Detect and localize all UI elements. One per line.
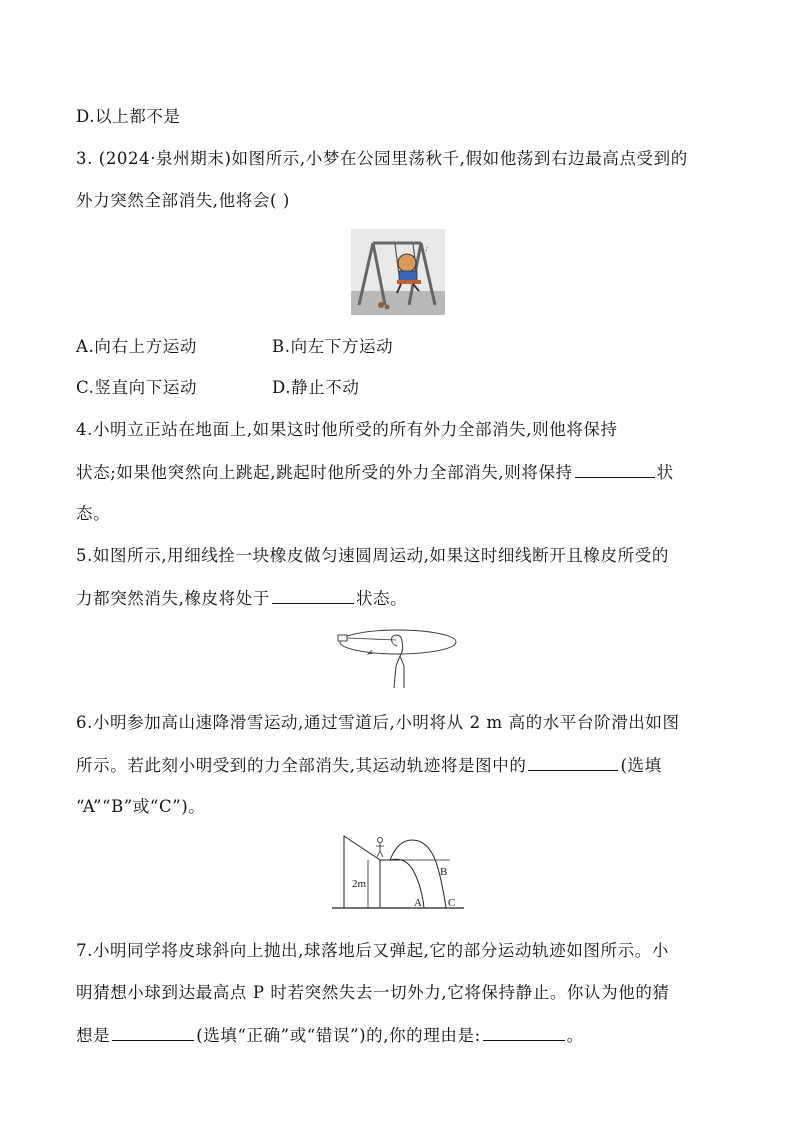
q7-answer-blank-2[interactable]	[483, 1024, 565, 1041]
q7-line3-text-c: 。	[566, 1026, 584, 1045]
eraser-circle-figure	[334, 626, 462, 692]
q3-option-c: C.竖直向下运动	[76, 378, 198, 397]
q5-stem-line2	[76, 587, 726, 610]
swing-figure	[351, 229, 445, 315]
fig-label-c: C	[448, 897, 456, 909]
fig-label-b: B	[440, 866, 448, 878]
q6-stem-line2	[76, 754, 726, 777]
q7-stem-line3	[76, 1024, 726, 1047]
q7-line3-text-b: (选填“正确”或“错误”)的,你的理由是:	[196, 1026, 481, 1045]
q4-stem-line3: 态。	[76, 504, 111, 523]
q4-stem-line1: 4.小明立正站在地面上,如果这时他所受的所有外力全部消失,则他将保持	[76, 420, 618, 439]
q4-line2-text: 状态;如果他突然向上跳起,跳起时他所受的外力全部消失,则将保持	[76, 463, 573, 482]
q5-line2-text: 力都突然消失,橡皮将处于	[76, 589, 270, 608]
q6-line2-text: 所示。若此刻小明受到的力全部消失,其运动轨迹将是图中的	[76, 756, 527, 775]
q6-stem-line1: 6.小明参加高山速降滑雪运动,通过雪道后,小明将从 2 m 高的水平台阶滑出如图	[76, 713, 680, 732]
q7-stem-line1: 7.小明同学将皮球斜向上抛出,球落地后又弹起,它的部分运动轨迹如图所示。小	[76, 941, 669, 960]
q3-stem-line2: 外力突然全部消失,他将会( )	[76, 191, 290, 210]
q2-option-d: D.以上都不是	[76, 107, 181, 126]
q3-option-b: B.向左下方运动	[272, 337, 394, 356]
svg-text:♪: ♪	[425, 246, 429, 253]
q3-option-d: D.静止不动	[272, 378, 360, 397]
ski-trajectory-figure	[330, 832, 466, 914]
q4-stem-line2	[76, 461, 726, 484]
q6-stem-line3: “A”“B”或“C”)。	[76, 797, 206, 816]
q4-line2-tail: 状	[656, 463, 674, 482]
q3-option-a: A.向右上方运动	[76, 337, 197, 356]
q5-answer-blank[interactable]	[272, 587, 354, 604]
q5-line2-tail: 状态。	[355, 589, 408, 608]
q6-line2-tail: (选填	[620, 756, 662, 775]
q7-line3-text-a: 想是	[76, 1026, 111, 1045]
q7-answer-blank-1[interactable]	[112, 1024, 194, 1041]
q4-answer-blank[interactable]	[575, 461, 655, 478]
q3-stem-line1: 3. (2024·泉州期末)如图所示,小梦在公园里荡秋千,假如他荡到右边最高点受到的	[76, 149, 688, 168]
q6-answer-blank[interactable]	[528, 754, 618, 771]
fig-label-height: 2m	[352, 878, 367, 890]
q7-stem-line2: 明猜想小球到达最高点 P 时若突然失去一切外力,它将保持静止。你认为他的猜	[76, 983, 670, 1002]
q5-stem-line1: 5.如图所示,用细线拴一块橡皮做匀速圆周运动,如果这时细线断开且橡皮所受的	[76, 546, 669, 565]
fig-label-a: A	[414, 897, 422, 909]
